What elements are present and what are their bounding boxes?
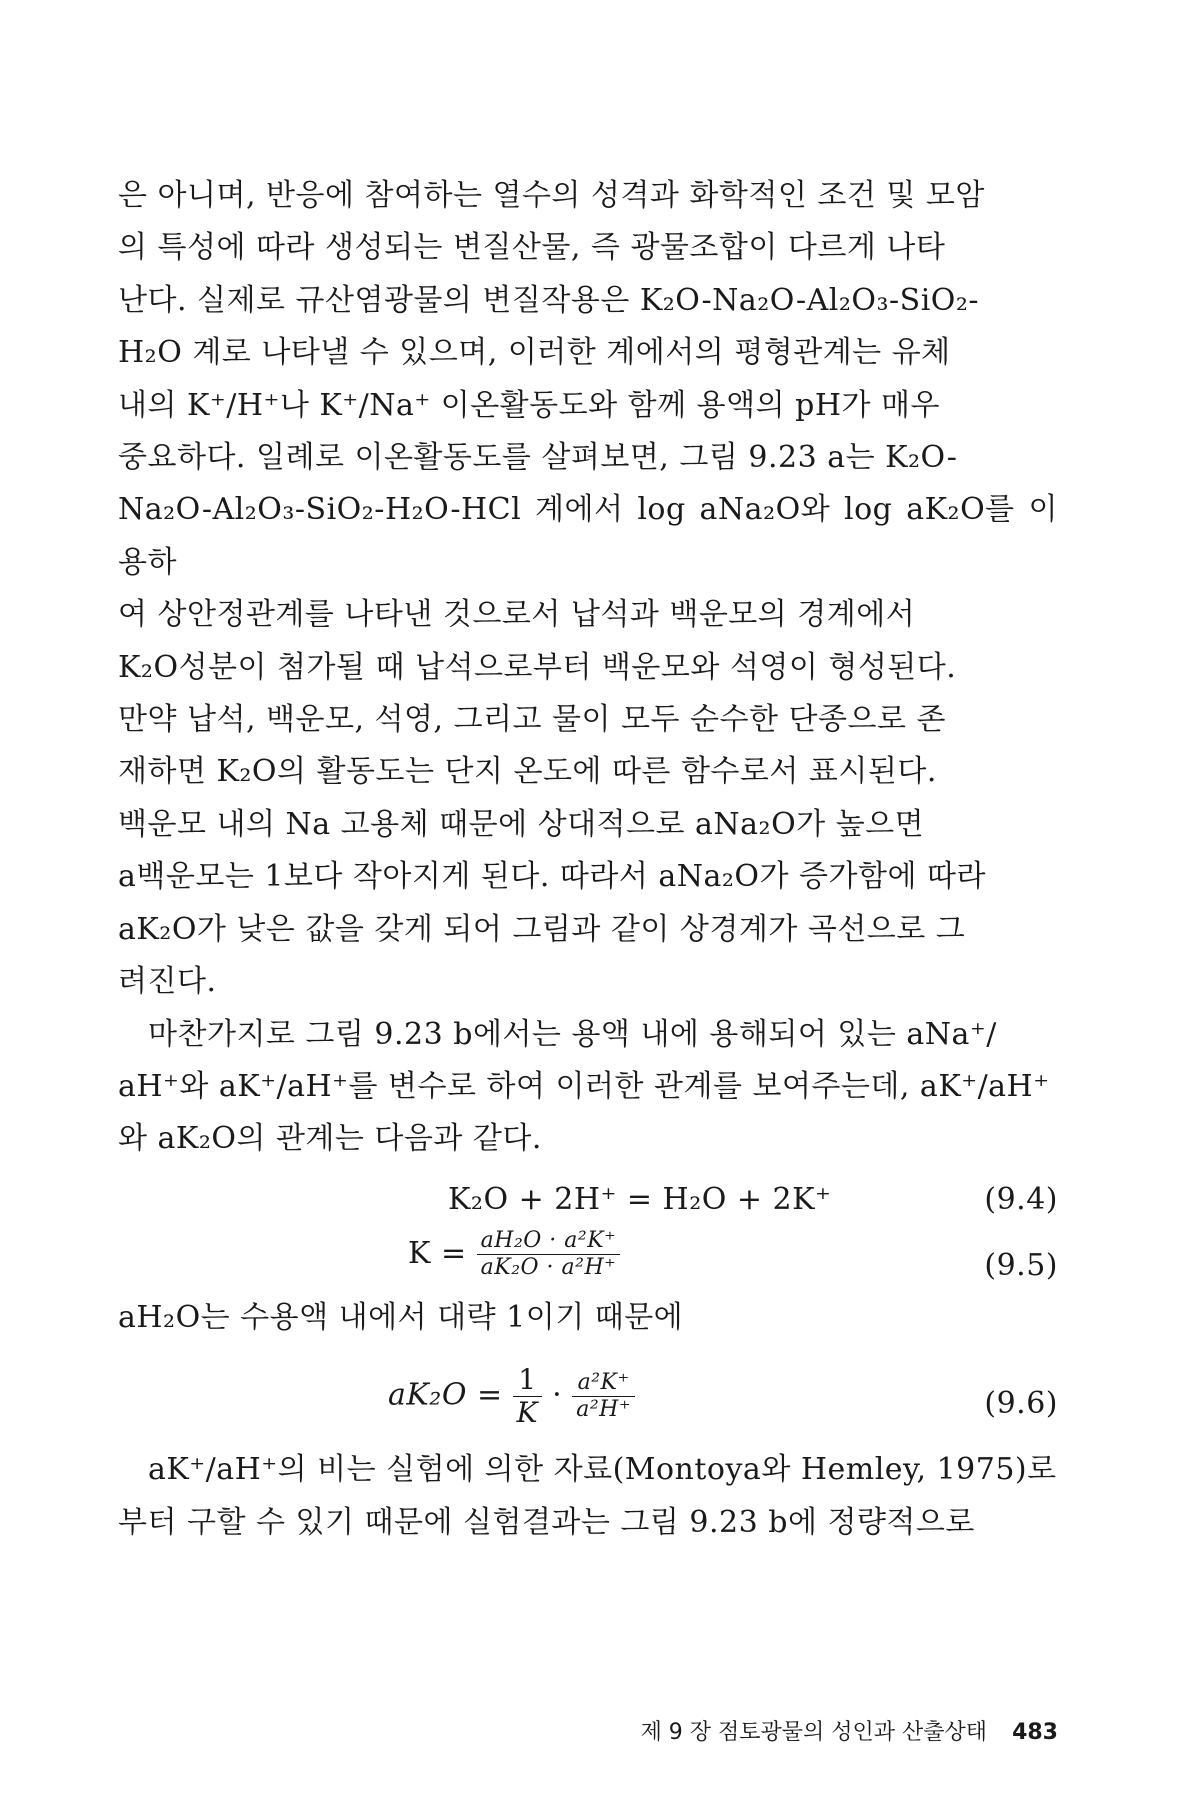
fraction [572,1370,635,1423]
text-line: aH₂O는 수용액 내에서 대략 1이기 때문에 [118,1299,684,1335]
text-line: 중요하다. 일례로 이온활동도를 살펴보면, 그림 9.23 a는 K₂O- [118,440,958,476]
equation-lhs: K = [408,1235,467,1271]
fraction [477,1228,621,1281]
equation-body [388,1364,635,1429]
multiply-dot: · [552,1377,563,1413]
text-line: 재하면 K₂O의 활동도는 단지 온도에 따른 함수로서 표시된다. [118,754,937,790]
equation-number: (9.6) [984,1386,1058,1422]
text-line: aH⁺와 aK⁺/aH⁺를 변수로 하여 이러한 관계를 보여주는데, aK⁺/aH⁺ [118,1068,1050,1104]
equation-9-5 [118,1222,1058,1292]
equation-number: (9.4) [984,1181,1058,1217]
page-content [118,170,1058,1730]
text-line: 여 상안정관계를 나타낸 것으로서 납석과 백운모의 경계에서 [118,597,916,633]
page-number: 483 [1012,1720,1058,1745]
text-line: 백운모 내의 Na 고용체 때문에 상대적으로 aNa₂O가 높으면 [118,806,925,842]
text-line: H₂O 계로 나타낼 수 있으며, 이러한 계에서의 평형관계는 유체 [118,335,951,371]
text-line: 만약 납석, 백운모, 석영, 그리고 물이 모두 순수한 단종으로 존 [118,702,946,738]
equation-body [408,1228,620,1282]
text-line: 와 aK₂O의 관계는 다음과 같다. [118,1121,542,1157]
fraction-denominator: aK₂O · a²H⁺ [480,1255,617,1281]
text-line: 은 아니며, 반응에 참여하는 열수의 성격과 화학적인 조건 및 모암 [118,178,985,213]
text-line: 부터 구할 수 있기 때문에 실험결과는 그림 9.23 b에 정량적으로 [118,1504,975,1540]
fraction-denominator: a²H⁺ [576,1397,631,1423]
page-footer [118,1715,1058,1746]
text-line: aK⁺/aH⁺의 비는 실험에 의한 자료(Montoya와 Hemley, 1975)로 [148,1452,1057,1488]
fraction-numerator: 1 [513,1364,542,1397]
equation-9-6 [118,1344,1058,1444]
chapter-title: 제 9 장 점토광물의 성인과 산출상태 [640,1720,988,1745]
body-text [118,170,1058,1549]
fraction-numerator: a²K⁺ [572,1370,635,1397]
equation-lhs: aK₂O = [388,1377,503,1413]
fraction [513,1364,542,1429]
text-line: aK₂O가 낮은 값을 갖게 되어 그림과 같이 상경계가 곡선으로 그 [118,911,966,947]
fraction-denominator: K [516,1396,539,1430]
text-line: Na₂O-Al₂O₃-SiO₂-H₂O-HCl 계에서 log aNa₂O와 log aK₂O를 이용하 [118,492,1058,580]
text-line: 내의 K⁺/H⁺나 K⁺/Na⁺ 이온활동도와 함께 용액의 pH가 매우 [118,387,940,423]
fraction-numerator: aH₂O · a²K⁺ [477,1228,621,1255]
equation-body: K₂O + 2H⁺ = H₂O + 2K⁺ [448,1181,832,1217]
text-line: K₂O성분이 첨가될 때 납석으로부터 백운모와 석영이 형성된다. [118,649,957,685]
text-line: a백운모는 1보다 작아지게 된다. 따라서 aNa₂O가 증가함에 따라 [118,859,986,895]
equation-number: (9.5) [984,1247,1058,1283]
equation-9-4 [118,1166,1058,1222]
text-line: 의 특성에 따라 생성되는 변질산물, 즉 광물조합이 다르게 나타 [118,230,946,266]
text-line: 난다. 실제로 규산염광물의 변질작용은 K₂O-Na₂O-Al₂O₃-SiO₂- [118,282,980,318]
text-line: 려진다. [118,964,217,1000]
text-line: 마찬가지로 그림 9.23 b에서는 용액 내에 용해되어 있는 aNa⁺/ [148,1016,997,1052]
